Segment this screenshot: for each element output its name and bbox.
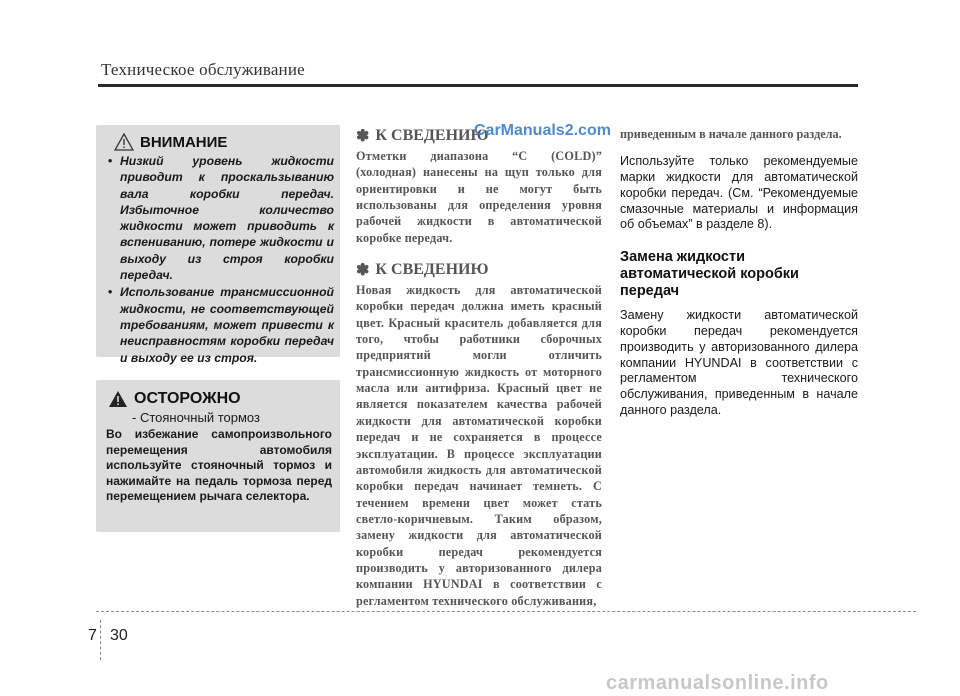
chapter-number: 7 xyxy=(88,627,97,644)
asterisk-icon: ✽ xyxy=(356,128,370,145)
caution-body: Во избежание самопроизвольного перемещения автомобиля используйте стояночный тормоз и нажимайте на педаль тормоза перед перемещением рычага селектора. xyxy=(106,427,332,504)
page-header-title: Техническое обслуживание xyxy=(101,60,305,79)
warning-heading xyxy=(114,133,227,151)
asterisk-icon: ✽ xyxy=(356,262,370,280)
section-subheading: Замена жидкости автоматической коробки передач xyxy=(620,249,799,300)
site-watermark: carmanualsonline.info xyxy=(606,672,829,694)
continued-text: приведенным в начале данного раздела. xyxy=(620,127,842,141)
caution-triangle-icon xyxy=(108,390,128,408)
caution-box xyxy=(96,380,340,532)
caution-subtitle: - Стояночный тормоз xyxy=(132,410,260,425)
footer-rule xyxy=(96,611,916,612)
info-body-1: Отметки диапазона “C (COLD)” (холодная) нанесены на щуп только для ориентировки и не могут быть использованы для определения уровня рабочей жидкости в автоматической коробке передач. xyxy=(356,149,602,245)
warning-item: • Использование трансмиссионной жидкости, не соответствующей требованиям, может привести к неисправностям коробки передач и выходу ее из строя. xyxy=(106,284,334,365)
info-heading-1 xyxy=(356,122,611,146)
info-heading-2 xyxy=(356,260,602,280)
replacement-paragraph: Замену жидкости автоматической коробки передач рекомендуется производить у авторизованного дилера компании HYUNDAI в соответствии с регламентом технического обслуживания, приведенным в начале данного раздела. xyxy=(620,308,858,418)
middle-column xyxy=(356,122,611,609)
info-title-2: К СВЕДЕНИЮ xyxy=(375,261,489,279)
info-title-1: К СВЕДЕНИЮ xyxy=(375,127,489,144)
info-body-2: Новая жидкость для автоматической коробки передач должна иметь красный цвет. Красный краситель добавляется для того, чтобы работники сборочных предприятий могли отличить трансмиссионную жидкость от моторного масла или антифриза. Красный цвет не является показателем качества рабочей жидкости для автоматической коробки передач и не сохраняется в процессе эксплуатации. В процессе эксплуатации автомобиля жидкость для автоматической коробки передач начинает темнеть. С течением времени цвет может стать светло-коричневым. Таким образом, замену жидкости для автоматической коробки передач рекомендуется производить у авторизованного дилера компании HYUNDAI в соответствии с регламентом технического обслуживания, xyxy=(356,283,602,608)
page-divider xyxy=(100,620,101,660)
right-column xyxy=(620,126,858,419)
caution-title: ОСТОРОЖНО xyxy=(134,390,241,407)
warning-box xyxy=(96,125,340,365)
warning-triangle-icon xyxy=(114,133,134,151)
warning-item: • Низкий уровень жидкости приводит к проскальзыванию вала коробки передач. Избыточное количество жидкости может приводить к вспениванию, потере жидкости и выходу из строя коробки передач. xyxy=(106,153,334,283)
recommend-paragraph: Используйте только рекомендуемые марки жидкости для автоматической коробки передач. (См. “Рекомендуемые смазочные материалы и информация об объемах” в разделе 8). xyxy=(620,154,858,232)
page-number: 30 xyxy=(110,627,128,644)
caution-heading xyxy=(108,390,241,408)
warning-list xyxy=(106,153,334,367)
warning-title: ВНИМАНИЕ xyxy=(140,133,228,151)
watermark-text: CarManuals2.com xyxy=(474,122,611,139)
header-rule xyxy=(98,84,858,87)
